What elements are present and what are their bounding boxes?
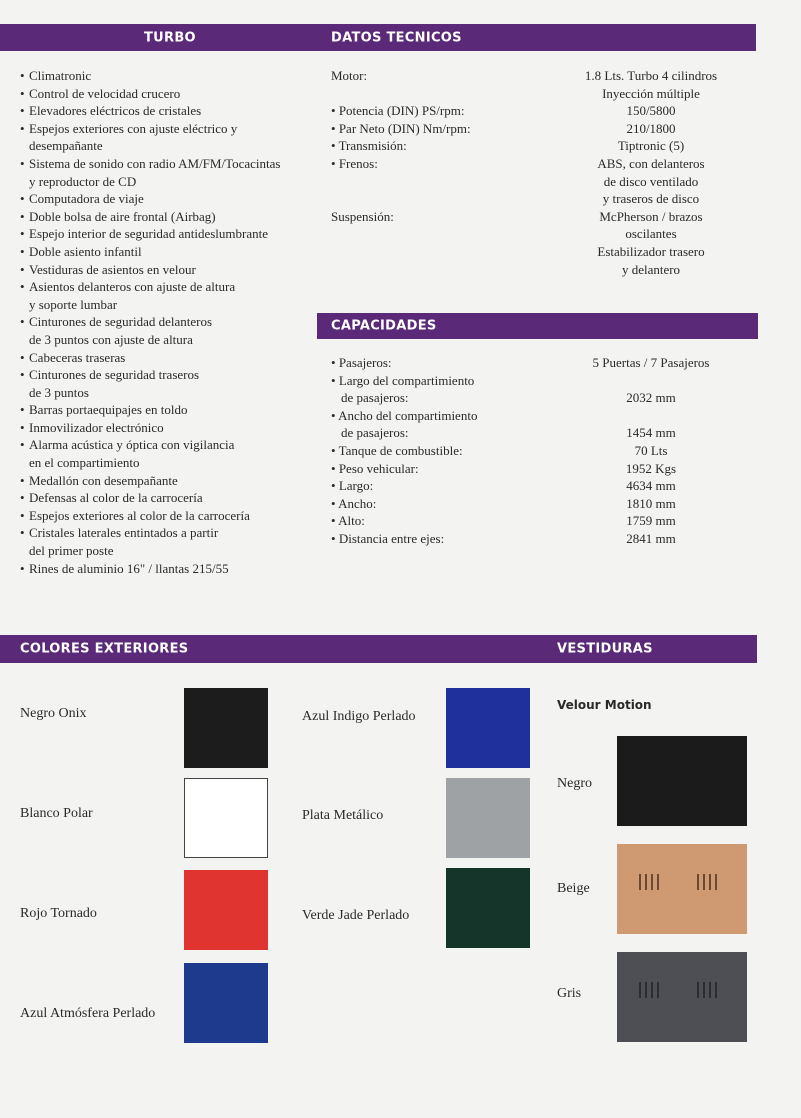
capacity-row xyxy=(331,512,751,530)
spec-value xyxy=(561,67,741,102)
feature-text: • Cinturones de seguridad traseros xyxy=(29,367,200,383)
fabric-swatch-negro xyxy=(617,736,747,826)
fabric-name-negro: Negro xyxy=(557,776,592,791)
feature-text: • Inmovilizador electrónico xyxy=(29,419,164,435)
fabric-stripe xyxy=(715,982,717,998)
feature-item xyxy=(20,349,320,367)
feature-item xyxy=(20,243,320,261)
capacity-label xyxy=(331,372,561,407)
fabric-stripe xyxy=(645,982,647,998)
capacity-row xyxy=(331,477,751,495)
feature-text: • Asientos delanteros con ajuste de altura xyxy=(29,279,236,295)
feature-item xyxy=(20,102,320,120)
spec-label: • Par Neto (DIN) Nm/rpm: xyxy=(331,120,471,138)
capacity-label xyxy=(331,460,561,478)
capacity-row xyxy=(331,407,751,442)
feature-text: en el compartimiento xyxy=(29,455,140,471)
capacity-label xyxy=(331,512,561,530)
feature-item xyxy=(20,472,320,490)
color-name-blanco-polar: Blanco Polar xyxy=(20,806,93,821)
turbo-heading: TURBO xyxy=(144,30,196,45)
feature-item xyxy=(20,507,320,525)
fabric-swatch-gris xyxy=(617,952,747,1042)
spec-label: Suspensión: xyxy=(331,208,394,224)
feature-item xyxy=(20,225,320,243)
color-name-rojo-tornado: Rojo Tornado xyxy=(20,906,97,921)
capacity-label xyxy=(331,530,561,548)
spec-value-line: 1.8 Lts. Turbo 4 cilindros xyxy=(584,68,718,83)
fabric-stripe xyxy=(645,874,647,890)
feature-text: y soporte lumbar xyxy=(29,296,118,312)
feature-item xyxy=(20,261,320,279)
spec-value-line: y traseros de disco xyxy=(602,191,700,207)
spec-label: Motor: xyxy=(331,68,368,83)
feature-text: y reproductor de CD xyxy=(29,173,137,189)
capacidades-heading: CAPACIDADES xyxy=(331,318,437,334)
capacity-label xyxy=(331,442,561,460)
fabric-stripe xyxy=(703,874,705,890)
feature-text: • Sistema de sonido con radio AM/FM/Tocacintas xyxy=(29,155,281,171)
feature-item xyxy=(20,560,320,578)
capacity-label-line: • Largo del compartimiento xyxy=(331,372,561,390)
fabric-stripe xyxy=(651,982,653,998)
spec-row-potencia xyxy=(331,102,751,120)
fabric-name-gris: Gris xyxy=(557,986,582,1001)
feature-item xyxy=(20,190,320,208)
datos-tecnicos-heading: DATOS TECNICOS xyxy=(331,30,462,45)
feature-text: • Vestiduras de asientos en velour xyxy=(29,261,196,277)
feature-text: desempañante xyxy=(29,138,103,154)
fabric-stripe xyxy=(709,982,711,998)
spec-row-transmision xyxy=(331,137,751,155)
color-name-plata-metalico: Plata Metálico xyxy=(302,808,384,823)
spec-value-line: McPherson / brazos xyxy=(599,208,703,224)
fabric-stripe xyxy=(697,982,699,998)
feature-text: de 3 puntos con ajuste de altura xyxy=(29,331,193,347)
capacity-label-line: • Peso vehicular: xyxy=(331,460,561,478)
spec-label: • Transmisión: xyxy=(331,137,407,155)
capacity-value: 1952 Kgs xyxy=(625,460,677,476)
tech-specs xyxy=(331,67,751,278)
feature-text: • Doble bolsa de aire frontal (Airbag) xyxy=(29,208,216,224)
color-name-azul-indigo: Azul Indigo Perlado xyxy=(302,709,416,724)
vestiduras-heading: VESTIDURAS xyxy=(557,641,653,657)
spec-value xyxy=(561,155,741,208)
capacity-label-line: • Ancho del compartimiento xyxy=(331,407,561,425)
capacidades-list xyxy=(331,354,751,548)
feature-text: de 3 puntos xyxy=(29,384,89,400)
capacity-value: 1759 mm xyxy=(626,513,676,529)
feature-item xyxy=(20,85,320,103)
fabric-stripe xyxy=(715,874,717,890)
spec-value-line: 150/5800 xyxy=(626,103,676,119)
swatch-rojo-tornado xyxy=(184,870,268,950)
spec-row-motor xyxy=(331,67,751,102)
feature-text: • Cabeceras traseras xyxy=(29,349,126,365)
capacity-row xyxy=(331,460,751,478)
fabric-stripe xyxy=(697,874,699,890)
feature-text: • Espejos exteriores al color de la carrocería xyxy=(29,507,250,523)
swatch-verde-jade xyxy=(446,868,530,948)
capacity-label-line: • Distancia entre ejes: xyxy=(331,530,561,548)
swatch-plata-metalico xyxy=(446,778,530,858)
feature-item xyxy=(20,436,320,471)
feature-text: del primer poste xyxy=(29,543,114,559)
capacity-label-line: • Tanque de combustible: xyxy=(331,442,561,460)
feature-item xyxy=(20,67,320,85)
feature-text: • Rines de aluminio 16" / llantas 215/55 xyxy=(29,560,229,576)
spec-row-par xyxy=(331,120,751,138)
feature-item xyxy=(20,120,320,155)
color-name-verde-jade: Verde Jade Perlado xyxy=(302,908,410,923)
header-bar-top xyxy=(0,24,756,51)
capacity-label-line: • Largo: xyxy=(331,477,561,495)
capacity-value: 70 Lts xyxy=(634,442,668,458)
features-list xyxy=(20,67,320,577)
spec-value xyxy=(561,137,741,155)
feature-item xyxy=(20,155,320,190)
capacity-value: 5 Puertas / 7 Pasajeros xyxy=(592,355,710,370)
capacity-value: 2032 mm xyxy=(626,390,676,406)
feature-item xyxy=(20,524,320,559)
spec-value-line: y delantero xyxy=(621,261,681,277)
capacity-label xyxy=(331,354,561,372)
capacity-label xyxy=(331,495,561,513)
capacity-value: 2841 mm xyxy=(626,530,676,546)
feature-text: • Control de velocidad crucero xyxy=(29,85,181,101)
spec-value-line: 210/1800 xyxy=(626,120,676,136)
color-name-negro-onix: Negro Onix xyxy=(20,706,87,721)
feature-item xyxy=(20,401,320,419)
feature-item xyxy=(20,489,320,507)
feature-item xyxy=(20,278,320,313)
capacity-value: 1810 mm xyxy=(626,495,676,511)
swatch-negro-onix xyxy=(184,688,268,768)
spec-value xyxy=(561,208,741,278)
spec-value xyxy=(561,102,741,120)
feature-item xyxy=(20,419,320,437)
spec-row-frenos xyxy=(331,155,751,208)
capacity-row xyxy=(331,372,751,407)
fabric-stripe xyxy=(651,874,653,890)
feature-text: • Climatronic xyxy=(29,68,92,83)
capacity-label-line: de pasajeros: xyxy=(341,390,409,406)
feature-text: • Medallón con desempañante xyxy=(29,472,178,488)
spec-label: • Potencia (DIN) PS/rpm: xyxy=(331,102,464,120)
capacity-label-line: de pasajeros: xyxy=(341,425,409,441)
vestiduras-title: Velour Motion xyxy=(557,698,652,712)
spec-value-line: oscilantes xyxy=(625,226,677,242)
fabric-stripe xyxy=(703,982,705,998)
capacity-label-line: • Pasajeros: xyxy=(331,354,561,372)
capacity-label xyxy=(331,407,561,442)
capacity-row xyxy=(331,495,751,513)
feature-text: • Espejo interior de seguridad antideslumbrante xyxy=(29,226,268,242)
colores-exteriores-heading: COLORES EXTERIORES xyxy=(20,641,189,657)
fabric-stripe xyxy=(709,874,711,890)
feature-item xyxy=(20,208,320,226)
capacity-label-line: • Alto: xyxy=(331,512,561,530)
feature-item xyxy=(20,366,320,401)
feature-text: • Espejos exteriores con ajuste eléctrico y xyxy=(29,120,238,136)
header-bar-colores xyxy=(0,635,757,663)
feature-item xyxy=(20,313,320,348)
spec-value xyxy=(561,120,741,138)
spec-row-suspension xyxy=(331,208,751,278)
feature-text: • Cristales laterales entintados a partir xyxy=(29,525,219,541)
feature-text: • Alarma acústica y óptica con vigilancia xyxy=(29,437,235,453)
spec-value-line: Tiptronic (5) xyxy=(617,138,685,154)
feature-text: • Cinturones de seguridad delanteros xyxy=(29,314,213,330)
fabric-swatch-beige xyxy=(617,844,747,934)
capacity-value: 1454 mm xyxy=(626,425,676,441)
spec-value-line: ABS, con delanteros xyxy=(597,155,705,171)
feature-text: • Doble asiento infantil xyxy=(29,243,142,259)
feature-text: • Elevadores eléctricos de cristales xyxy=(29,103,202,119)
capacity-row xyxy=(331,530,751,548)
feature-text: • Computadora de viaje xyxy=(29,191,144,207)
spec-value-line: de disco ventilado xyxy=(603,173,699,189)
fabric-stripe xyxy=(657,874,659,890)
feature-text: • Barras portaequipajes en toldo xyxy=(29,402,188,418)
swatch-azul-indigo xyxy=(446,688,530,768)
spec-value-line: Inyección múltiple xyxy=(602,85,700,101)
capacity-label-line: • Ancho: xyxy=(331,495,561,513)
header-bar-capacidades xyxy=(317,313,758,339)
color-name-azul-atmosfera: Azul Atmósfera Perlado xyxy=(20,1006,156,1021)
capacity-row xyxy=(331,442,751,460)
swatch-blanco-polar xyxy=(184,778,268,858)
spec-label: • Frenos: xyxy=(331,155,378,173)
fabric-stripe xyxy=(657,982,659,998)
capacity-row xyxy=(331,354,751,372)
fabric-stripe xyxy=(639,982,641,998)
capacity-label xyxy=(331,477,561,495)
fabric-name-beige: Beige xyxy=(557,881,590,896)
swatch-azul-atmosfera xyxy=(184,963,268,1043)
capacity-value: 4634 mm xyxy=(626,478,676,494)
spec-value-line: Estabilizador trasero xyxy=(597,243,705,259)
feature-text: • Defensas al color de la carrocería xyxy=(29,490,203,506)
fabric-stripe xyxy=(639,874,641,890)
